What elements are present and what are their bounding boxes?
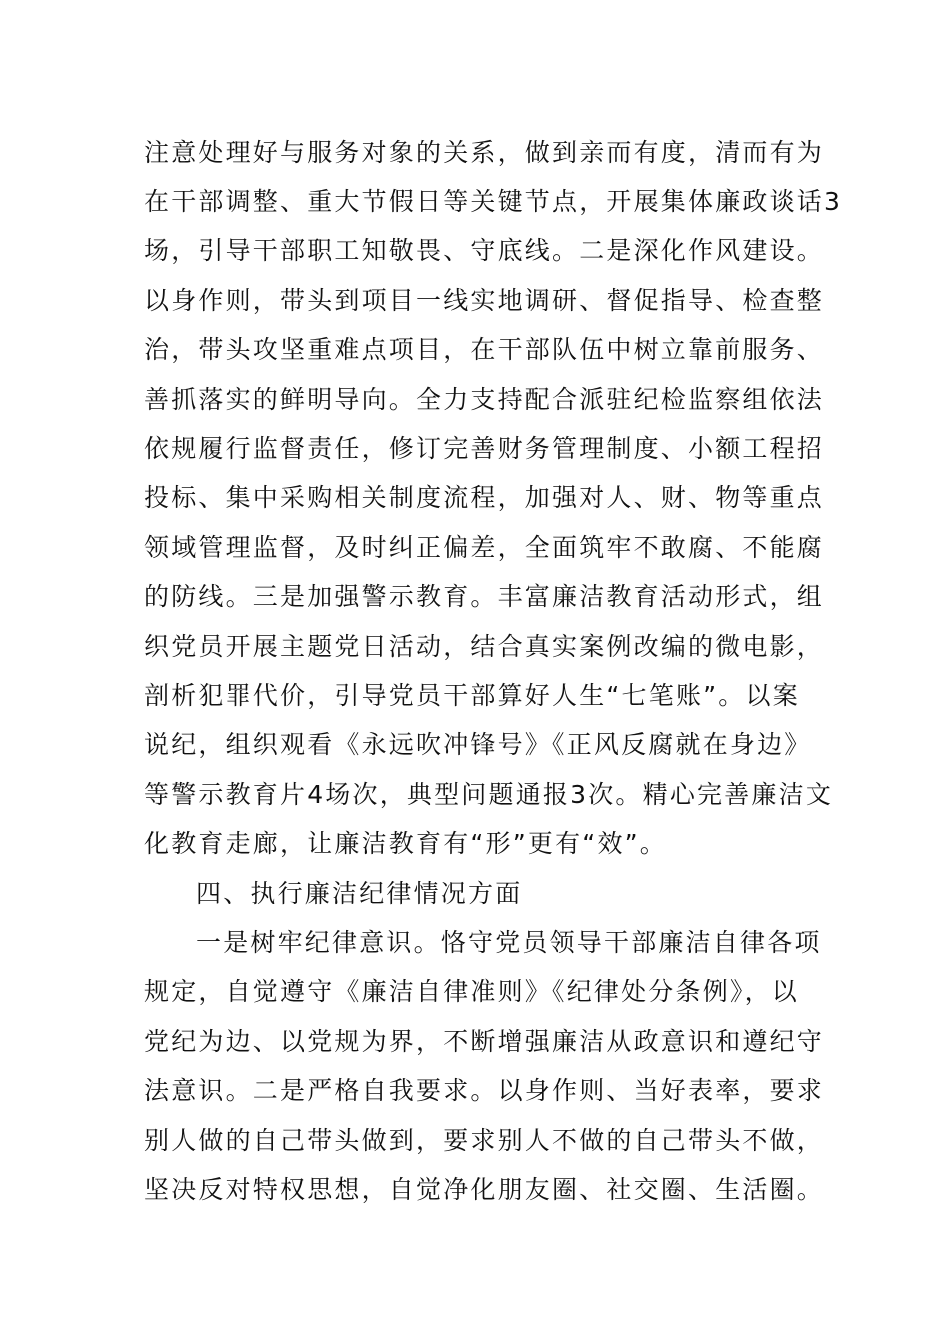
body-text-line: 坚决反对特权思想，自觉净化朋友圈、社交圈、生活圈。 xyxy=(144,1175,825,1204)
section-heading: 四、执行廉洁纪律情况方面 xyxy=(196,879,523,908)
body-text-line: 在干部调整、重大节假日等关键节点，开展集体廉政谈话3 xyxy=(144,187,843,216)
body-text-line: 化教育走廊，让廉洁教育有“形”更有“效”。 xyxy=(144,829,668,858)
body-text-line: 别人做的自己带头做到，要求别人不做的自己带头不做， xyxy=(144,1126,825,1155)
body-text-line: 织党员开展主题党日活动，结合真实案例改编的微电影， xyxy=(144,632,825,661)
body-text-line: 善抓落实的鲜明导向。全力支持配合派驻纪检监察组依法 xyxy=(144,385,825,414)
body-text-line: 场，引导干部职工知敬畏、守底线。二是深化作风建设。 xyxy=(144,236,825,265)
paragraph-first-line: 一是树牢纪律意识。恪守党员领导干部廉洁自律各项 xyxy=(196,928,822,957)
body-text-line: 规定，自觉遵守《廉洁自律准则》《纪律处分条例》，以 xyxy=(144,977,800,1006)
body-text-line: 说纪，组织观看《永远吹冲锋号》《正风反腐就在身边》 xyxy=(144,730,812,759)
body-text-line: 等警示教育片4场次，典型问题通报3次。精心完善廉洁文 xyxy=(144,780,834,809)
body-text-line: 治，带头攻坚重难点项目，在干部队伍中树立靠前服务、 xyxy=(144,335,825,364)
body-text-line: 法意识。二是严格自我要求。以身作则、当好表率，要求 xyxy=(144,1076,825,1105)
body-text-line: 依规履行监督责任，修订完善财务管理制度、小额工程招 xyxy=(144,434,825,463)
body-text-line: 以身作则，带头到项目一线实地调研、督促指导、检查整 xyxy=(144,286,825,315)
body-text-line: 的防线。三是加强警示教育。丰富廉洁教育活动形式，组 xyxy=(144,582,825,611)
body-text-line: 党纪为边、以党规为界，不断增强廉洁从政意识和遵纪守 xyxy=(144,1027,825,1056)
body-text-line: 领域管理监督，及时纠正偏差，全面筑牢不敢腐、不能腐 xyxy=(144,533,825,562)
body-text-line: 注意处理好与服务对象的关系，做到亲而有度，清而有为 xyxy=(144,138,825,167)
body-text-line: 投标、集中采购相关制度流程，加强对人、财、物等重点 xyxy=(144,483,825,512)
body-text-line: 剖析犯罪代价，引导党员干部算好人生“七笔账”。以案 xyxy=(144,681,800,710)
